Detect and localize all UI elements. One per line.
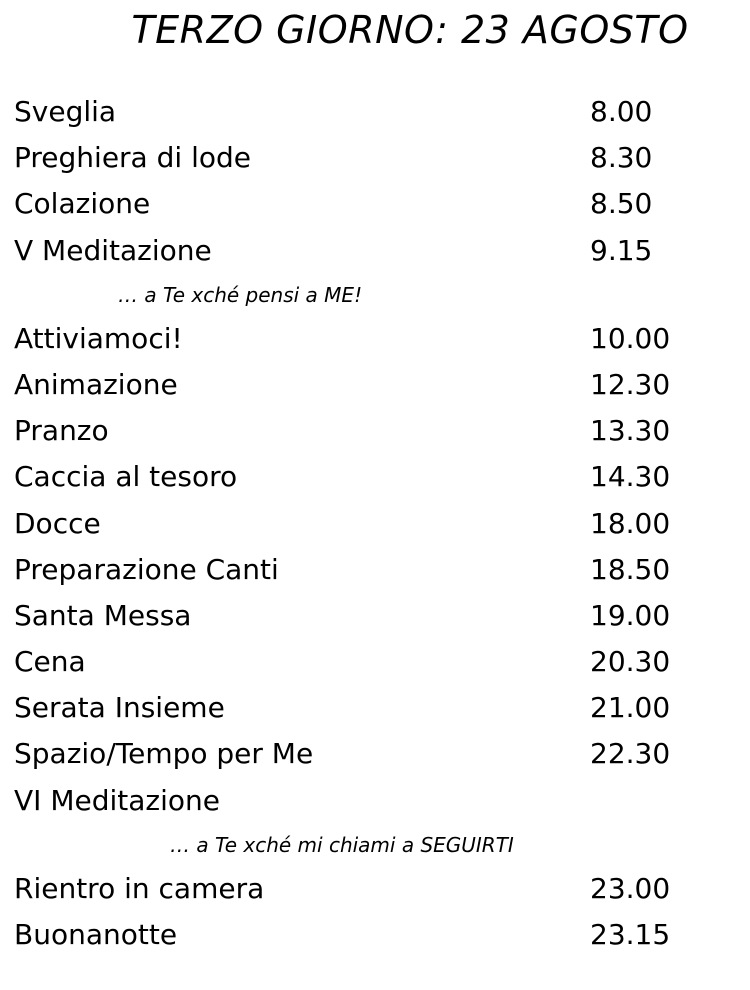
activity-label: Spazio/Tempo per Me: [14, 737, 314, 771]
activity-label: Preghiera di lode: [14, 141, 251, 175]
activity-time: 9.15: [590, 233, 653, 267]
schedule-row: [14, 92, 734, 138]
note-text: … a Te xché pensi a ME!: [118, 282, 363, 307]
activity-label: Cena: [14, 645, 86, 679]
page-title: TERZO GIORNO: 23 AGOSTO: [131, 8, 689, 52]
schedule-note: [14, 827, 734, 869]
activity-label: Colazione: [14, 187, 151, 221]
activity-time: 8.30: [590, 141, 653, 175]
activity-time: 8.50: [590, 187, 653, 221]
schedule-row: [14, 642, 734, 688]
activity-label: Animazione: [14, 367, 178, 401]
activity-label: VI Meditazione: [14, 783, 220, 817]
activity-label: Rientro in camera: [14, 871, 265, 905]
activity-time: 18.50: [590, 552, 671, 586]
schedule-row: [14, 457, 734, 503]
activity-label: Serata Insieme: [14, 691, 225, 725]
activity-label: V Meditazione: [14, 233, 212, 267]
activity-time: 13.30: [590, 414, 671, 448]
schedule-row: [14, 411, 734, 457]
schedule-row: [14, 319, 734, 365]
schedule-list: [14, 92, 734, 961]
schedule-row: [14, 596, 734, 642]
schedule-row: [14, 915, 734, 961]
schedule-row: [14, 550, 734, 596]
activity-label: Attiviamoci!: [14, 321, 183, 355]
activity-time: 23.00: [590, 871, 671, 905]
activity-label: Docce: [14, 506, 101, 540]
activity-label: Pranzo: [14, 414, 109, 448]
schedule-row: [14, 781, 734, 827]
activity-time: 21.00: [590, 691, 671, 725]
schedule-row: [14, 504, 734, 550]
schedule-row: [14, 184, 734, 230]
activity-label: Buonanotte: [14, 918, 178, 951]
activity-time: 23.15: [590, 918, 671, 951]
schedule-row: [14, 734, 734, 780]
activity-time: 14.30: [590, 460, 671, 494]
activity-label: Caccia al tesoro: [14, 460, 238, 494]
schedule-row: [14, 869, 734, 915]
schedule-row: [14, 231, 734, 277]
activity-time: 12.30: [590, 367, 671, 401]
activity-time: 18.00: [590, 506, 671, 540]
schedule-row: [14, 365, 734, 411]
schedule-row: [14, 688, 734, 734]
activity-time: 22.30: [590, 737, 671, 771]
activity-time: 8.00: [590, 95, 653, 128]
schedule-row: [14, 138, 734, 184]
activity-time: 20.30: [590, 645, 671, 679]
activity-time: 19.00: [590, 598, 671, 632]
activity-time: 10.00: [590, 321, 671, 355]
activity-label: Santa Messa: [14, 598, 192, 632]
schedule-note: [14, 277, 734, 319]
activity-label: Preparazione Canti: [14, 552, 279, 586]
note-text: … a Te xché mi chiami a SEGUIRTI: [170, 832, 514, 857]
activity-label: Sveglia: [14, 95, 117, 128]
